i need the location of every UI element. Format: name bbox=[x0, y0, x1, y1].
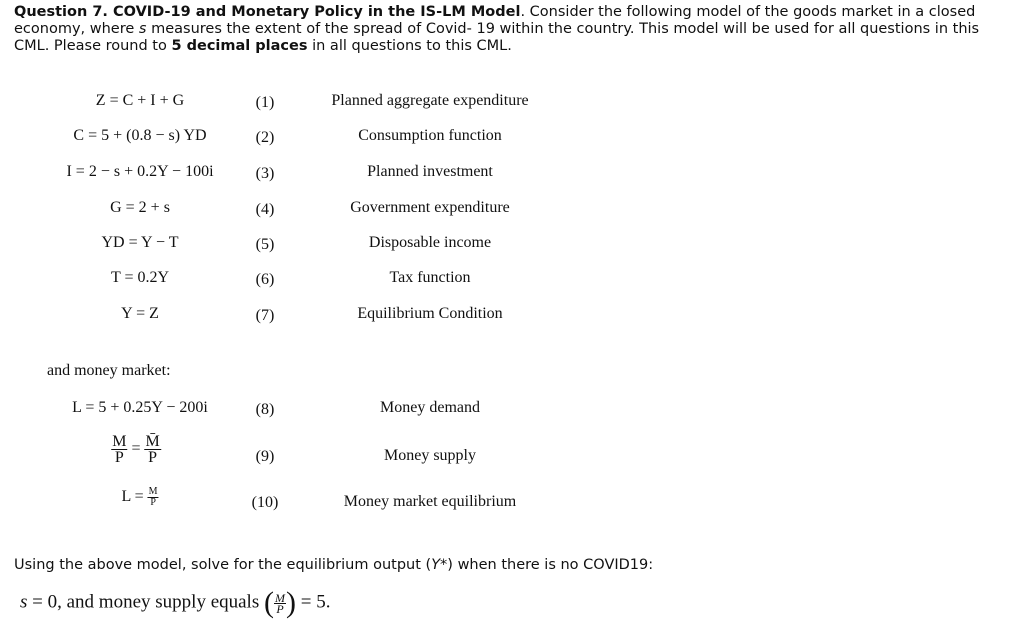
equation-number-3: (3) bbox=[255, 165, 275, 182]
l-equals: L = bbox=[121, 488, 144, 506]
equation-number-2: (2) bbox=[255, 129, 275, 146]
final-s: s bbox=[20, 591, 28, 613]
intro-text-c: in all questions to this CML. bbox=[307, 38, 512, 54]
question-text-b: ) when there is no COVID19: bbox=[447, 557, 654, 573]
equation-number-7: (7) bbox=[255, 307, 275, 324]
equation-8: L = 5 + 0.25Y − 200i bbox=[72, 399, 208, 416]
final-condition bbox=[20, 586, 330, 620]
intro-text-b: measures the extent of the spread of Covid- 19 within the country. This model will be used for all questions in this CML. Please round to bbox=[14, 21, 980, 54]
equation-description-2: Consumption function bbox=[358, 127, 502, 144]
equation-number-5: (5) bbox=[255, 236, 275, 253]
left-paren: ( bbox=[263, 586, 274, 619]
equation-5: YD = Y − T bbox=[101, 234, 179, 251]
question-text-a: Using the above model, solve for the equilibrium output ( bbox=[14, 557, 432, 573]
question-intro bbox=[14, 4, 1004, 55]
mbar-over-p-fraction bbox=[145, 434, 161, 465]
equation-description-4: Government expenditure bbox=[350, 199, 510, 216]
equation-6: T = 0.2Y bbox=[110, 269, 170, 286]
small-m-over-p bbox=[148, 487, 159, 508]
equals-sign: = bbox=[131, 440, 141, 458]
question-var: Y* bbox=[431, 557, 448, 573]
m-numerator: M bbox=[112, 433, 127, 450]
equation-description-9: Money supply bbox=[384, 447, 476, 464]
equation-number-6: (6) bbox=[255, 271, 275, 288]
equation-description-3: Planned investment bbox=[367, 163, 493, 180]
intro-rounding: 5 decimal places bbox=[171, 38, 308, 54]
equation-number-4: (4) bbox=[255, 201, 275, 218]
p-denominator-2: P bbox=[148, 449, 158, 466]
equation-number-9: (9) bbox=[255, 448, 275, 465]
intro-s-var: s bbox=[138, 21, 147, 37]
question-prompt bbox=[14, 557, 653, 573]
small-m: M bbox=[148, 486, 158, 497]
equation-2: C = 5 + (0.8 − s) YD bbox=[73, 127, 207, 144]
equation-number-8: (8) bbox=[255, 401, 275, 418]
m-over-p-fraction bbox=[111, 434, 127, 465]
equation-description-6: Tax function bbox=[389, 269, 471, 286]
equation-4: G = 2 + s bbox=[110, 199, 170, 216]
final-text-b: = 5. bbox=[295, 591, 331, 613]
final-text-a: = 0, and money supply equals bbox=[27, 591, 264, 613]
equation-9 bbox=[111, 434, 161, 465]
right-paren: ) bbox=[285, 586, 296, 619]
equation-description-7: Equilibrium Condition bbox=[357, 305, 503, 322]
equation-description-1: Planned aggregate expenditure bbox=[331, 92, 529, 109]
mbar-numerator: M̄ bbox=[145, 433, 160, 450]
equation-1: Z = C + I + G bbox=[95, 92, 185, 109]
final-m-over-p bbox=[274, 590, 286, 616]
equation-description-10: Money market equilibrium bbox=[343, 493, 517, 510]
equation-number-10: (10) bbox=[251, 494, 279, 511]
p-denominator: P bbox=[114, 449, 124, 466]
equation-3: I = 2 − s + 0.2Y − 100i bbox=[66, 163, 214, 180]
equation-description-8: Money demand bbox=[380, 399, 480, 416]
final-p: P bbox=[276, 601, 284, 616]
equation-number-1: (1) bbox=[255, 94, 275, 111]
small-p: P bbox=[150, 497, 156, 508]
equation-10 bbox=[121, 487, 158, 508]
question-heading: Question 7. COVID-19 and Monetary Policy in the IS-LM Model bbox=[14, 4, 521, 20]
intro-text-a: . Consider the following model of the goods market in a closed economy, where bbox=[14, 4, 976, 37]
money-market-label: and money market: bbox=[47, 362, 171, 379]
equation-description-5: Disposable income bbox=[368, 234, 492, 251]
final-m: M bbox=[274, 590, 285, 605]
equation-7: Y = Z bbox=[121, 305, 159, 322]
